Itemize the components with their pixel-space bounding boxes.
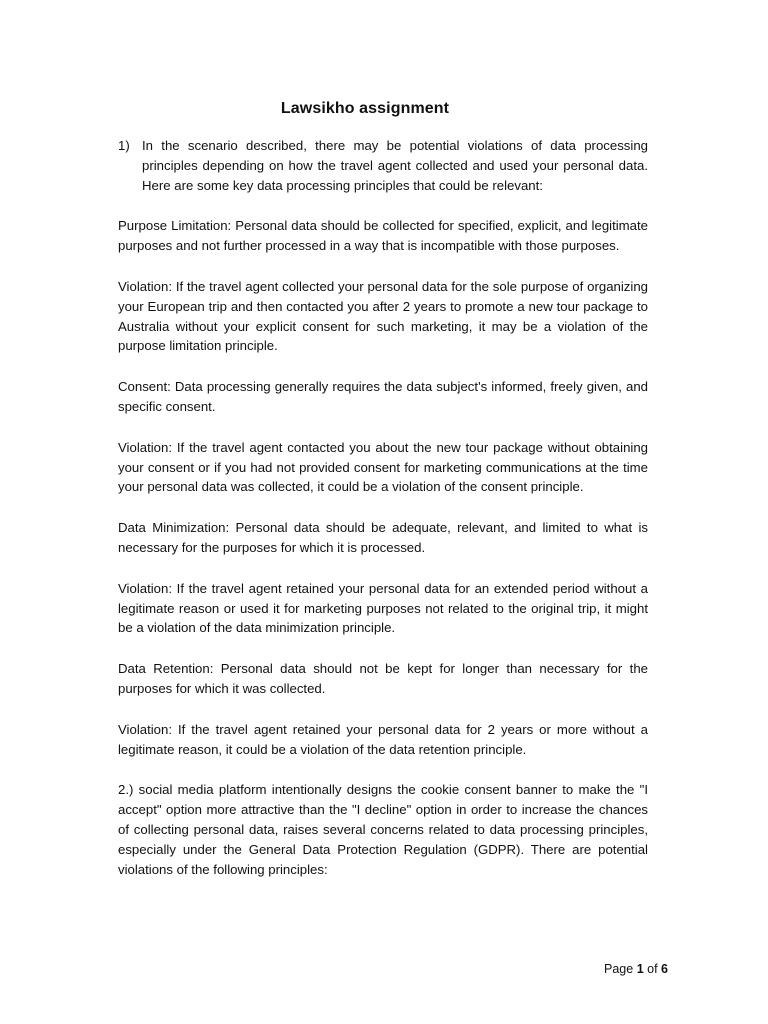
paragraph-question-2: 2.) social media platform intentionally designs the cookie consent banner to make the "I accept" option more attractive than the "I decline" option in order to increase the chances of collecting personal data, raises several concerns related to data processing principles, especially under the General Data Protection Regulation (GDPR). There are potential violations of the following principles: <box>118 782 648 877</box>
page-footer <box>604 962 668 976</box>
paragraph-consent-violation: Violation: If the travel agent contacted you about the new tour package without obtaining your consent or if you had not provided consent for marketing communications at the time your personal data was collected, it could be a violation of the consent principle. <box>118 439 648 495</box>
paragraph-purpose-violation: Violation: If the travel agent collected your personal data for the sole purpose of organizing your European trip and then contacted you after 2 years to promote a new tour package to Australia without your explicit consent for such marketing, it may be a violation of the purpose limitation principle. <box>118 278 648 354</box>
of-label: of <box>647 962 658 976</box>
total-pages-number: 6 <box>661 962 668 976</box>
paragraph-data-retention: Data Retention: Personal data should not be kept for longer than necessary for the purposes for which it was collected. <box>118 661 648 696</box>
document-body <box>118 136 648 900</box>
paragraph-retention-violation: Violation: If the travel agent retained your personal data for 2 years or more without a legitimate reason, it could be a violation of the data retention principle. <box>118 721 648 757</box>
document-title: Lawsikho assignment <box>280 100 450 117</box>
paragraph-purpose-limitation: Purpose Limitation: Personal data should be collected for specified, explicit, and legitimate purposes and not further processed in a way that is incompatible with those purposes. <box>118 218 648 254</box>
question-1-intro: In the scenario described, there may be potential violations of data processing principles depending on how the travel agent collected and used your personal data. Here are some key data processing principles that could be relevant: <box>142 138 648 193</box>
page-label: Page <box>604 962 634 976</box>
question-1-number: 1) <box>118 138 130 153</box>
question-1 <box>118 136 648 195</box>
paragraph-minimization-violation: Violation: If the travel agent retained your personal data for an extended period without a legitimate reason or used it for marketing purposes not related to the original trip, it might be a violation of the data minimization principle. <box>118 580 648 636</box>
paragraph-consent: Consent: Data processing generally requires the data subject's informed, freely given, and specific consent. <box>118 379 648 414</box>
paragraph-data-minimization: Data Minimization: Personal data should be adequate, relevant, and limited to what is necessary for the purposes for which it is processed. <box>118 520 648 555</box>
current-page-number: 1 <box>636 962 644 976</box>
